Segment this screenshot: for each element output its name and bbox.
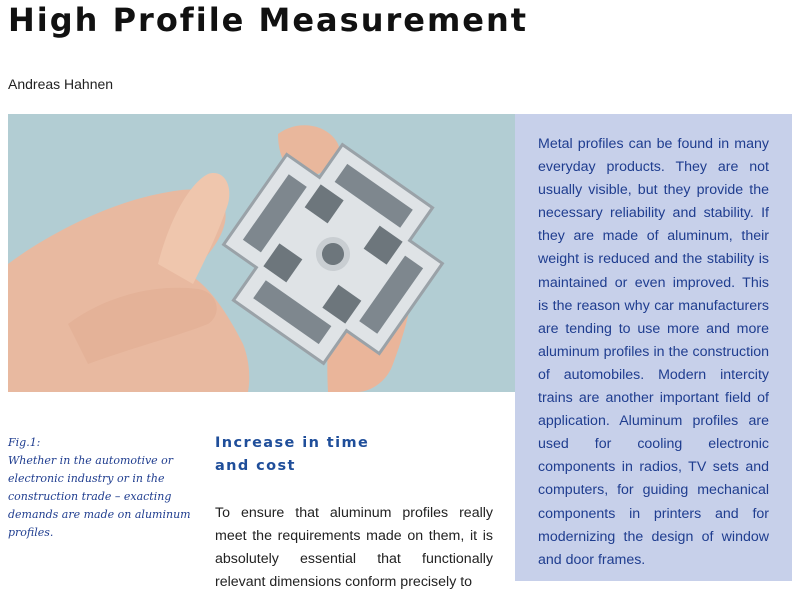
figure-caption xyxy=(8,434,193,542)
aluminum-profile-photo xyxy=(8,114,515,392)
sidebar-text: Metal profiles can be found in many everyday products. They are not usually visible, but they provide the necessary reliability and stability. If they are made of aluminum, their weight is reduced and the stability is maintained or even improved. This is the reason why car manufacturers are tending to use more and more aluminum profiles in the construction of automobiles. Modern intercity trains are another important field of application. Aluminum profiles are used for cooling electronic components in radios, TV sets and computers, for guiding mechanical components in printers and for modernizing the design of window and door frames. xyxy=(538,136,769,568)
author-name: Andreas Hahnen xyxy=(8,76,114,92)
section-heading-line1: Increase in time xyxy=(215,435,370,451)
photo-illustration xyxy=(8,114,515,392)
section-heading xyxy=(215,432,415,478)
section-body-paragraph: To ensure that aluminum profiles really meet the requirements made on them, it is absolutely essential that functionally relevant dimensions conform precisely to xyxy=(215,505,493,591)
intro-sidebar xyxy=(515,114,792,581)
article-title: High Profile Measurement xyxy=(8,1,529,39)
section-heading-line2: and cost xyxy=(215,458,296,474)
section-body xyxy=(215,502,493,594)
caption-label: Fig.1: xyxy=(8,436,41,449)
caption-text: Whether in the automotive or electronic industry or in the construction trade – exacting demands are made on aluminum profiles. xyxy=(8,454,191,539)
